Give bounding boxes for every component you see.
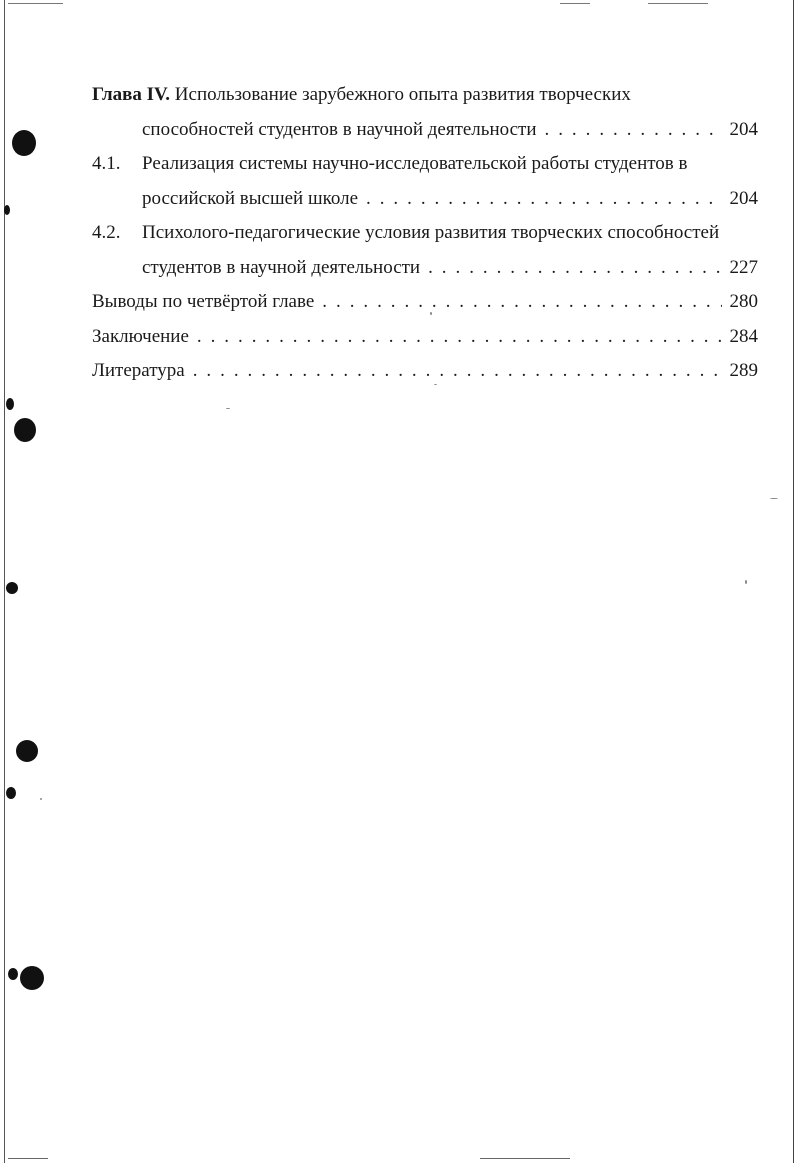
- toc-entry-section-4-1-continued: [92, 182, 758, 217]
- page-number: 227: [729, 256, 758, 278]
- punch-hole: [6, 787, 16, 799]
- punch-hole: [6, 398, 14, 410]
- toc-entry-chapter-4: [92, 78, 758, 113]
- page-number: 280: [729, 291, 758, 312]
- table-of-contents: [92, 78, 758, 389]
- toc-entry-title: [92, 78, 631, 113]
- scan-speck: [40, 798, 42, 800]
- punch-hole: [20, 966, 44, 990]
- section-title-continued: российской высшей школе: [142, 187, 359, 209]
- punch-hole: [4, 205, 10, 215]
- entry-title: Выводы по четвёртой главе: [92, 291, 315, 312]
- scan-top-mark: [8, 3, 63, 4]
- section-title: Психолого-педагогические условия развития творческих способностей: [142, 222, 720, 243]
- entry-title: Литература: [92, 360, 185, 381]
- scan-bottom-mark: [8, 1158, 48, 1159]
- section-title: Реализация системы научно-исследовательской работы студентов в: [142, 153, 688, 174]
- toc-entry-chapter-4-continued: [92, 113, 758, 148]
- scan-speck: [226, 408, 230, 409]
- punch-hole: [12, 130, 36, 156]
- dot-leader: [428, 251, 722, 286]
- toc-entry-section-4-2-continued: [92, 251, 758, 286]
- chapter-label: Глава IV.: [92, 84, 171, 105]
- scan-top-mark: [560, 3, 590, 4]
- toc-entry-conclusion: [92, 320, 758, 355]
- punch-hole: [16, 740, 38, 762]
- dot-leader: [545, 113, 722, 148]
- scan-bottom-mark: [480, 1158, 570, 1159]
- toc-entry-section-4-1: [92, 147, 758, 182]
- toc-entry-literature: [92, 354, 758, 389]
- toc-entry-conclusions-chapter-4: [92, 285, 758, 320]
- section-title-continued: студентов в научной деятельности: [142, 256, 421, 278]
- toc-entry-section-4-2: [92, 216, 758, 251]
- dot-leader: [193, 354, 722, 389]
- punch-hole: [8, 968, 18, 980]
- section-number: 4.2.: [92, 222, 121, 243]
- punch-hole: [6, 582, 18, 594]
- entry-title: Заключение: [92, 325, 189, 347]
- chapter-title-continued: способностей студентов в научной деятельности: [142, 118, 537, 140]
- punch-hole: [14, 418, 36, 442]
- scan-speck: [745, 580, 747, 584]
- scan-edge-right: [793, 0, 794, 1163]
- page-number: 204: [729, 187, 758, 209]
- dot-leader: [197, 320, 722, 355]
- section-number: 4.1.: [92, 153, 121, 174]
- dot-leader: [322, 285, 722, 320]
- scan-speck: [770, 498, 778, 499]
- page-number: 204: [729, 118, 758, 140]
- page-number: 284: [729, 325, 758, 347]
- chapter-title: Использование зарубежного опыта развития творческих: [174, 84, 631, 105]
- dot-leader: [366, 182, 722, 217]
- scan-edge-left: [4, 0, 5, 1163]
- page-number: 289: [729, 360, 758, 381]
- scan-top-mark: [648, 3, 708, 4]
